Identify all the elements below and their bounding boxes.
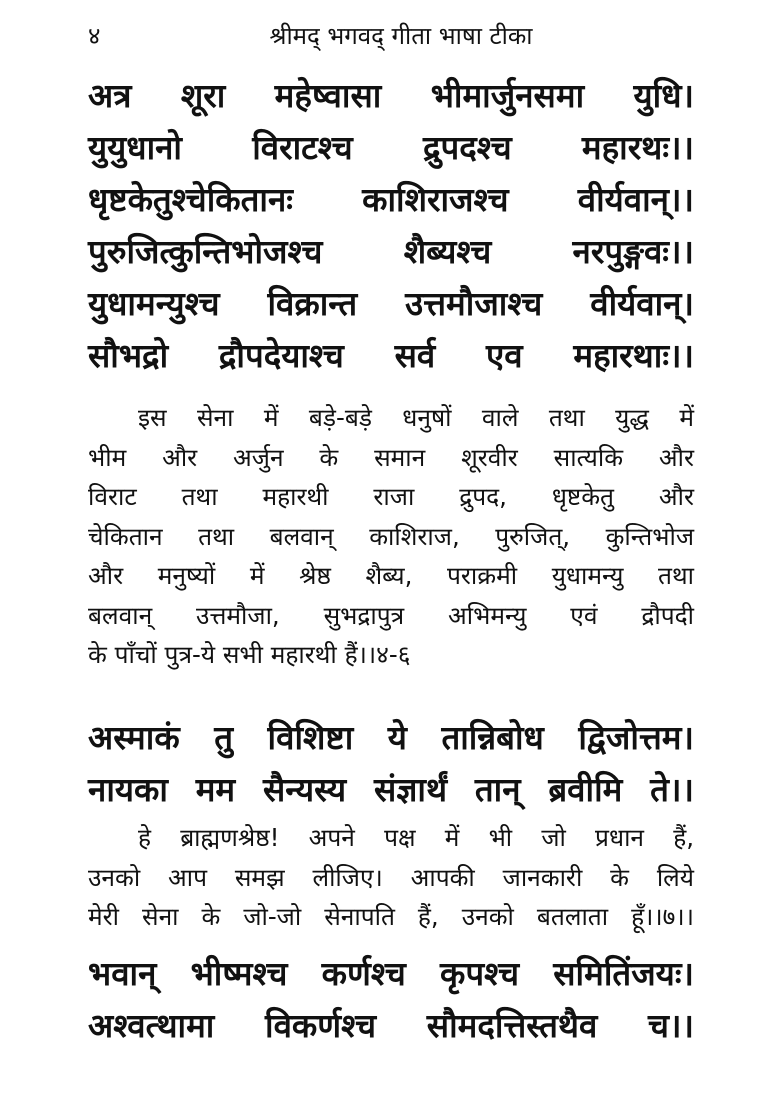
verse-line: सौभद्रो द्रौपदेयाश्च सर्व एव महारथाः।। xyxy=(88,336,694,375)
translation-line: चेकितान तथा बलवान् काशिराज, पुरुजित्, कुन्तिभोज xyxy=(88,521,694,551)
verse-line: युयुधानो विराटश्च द्रुपदश्च महारथः।। xyxy=(88,128,694,167)
translation-line: मेरी सेना के जो-जो सेनापति हैं, उनको बतलाता हूँ।।७।। xyxy=(88,902,694,931)
verse-line: नायका मम सैन्यस्य संज्ञार्थं तान् ब्रवीमि ते।। xyxy=(88,770,694,809)
sanskrit-verse-8 xyxy=(88,948,694,1052)
verse-line: युधामन्युश्च विक्रान्त उत्तमौजाश्च वीर्यवान्। xyxy=(88,284,694,323)
verse-line: पुरुजित्कुन्तिभोजश्च शैब्यश्च नरपुङ्गवः।। xyxy=(88,232,694,271)
translation-line: विराट तथा महारथी राजा द्रुपद, धृष्टकेतु और xyxy=(88,482,694,511)
sanskrit-verse-4-6 xyxy=(88,70,694,382)
hindi-translation-7 xyxy=(88,818,694,937)
verse-line: अश्वत्थामा विकर्णश्च सौमदत्तिस्तथैव च।। xyxy=(88,1006,694,1045)
verse-line: भवान् भीष्मश्च कर्णश्च कृपश्च समितिंजयः। xyxy=(88,954,694,993)
verse-line: अस्माकं तु विशिष्टा ये तान्निबोध द्विजोत्तम। xyxy=(88,718,694,757)
translation-line: बलवान् उत्तमौजा, सुभद्रापुत्र अभिमन्यु एवं द्रौपदी xyxy=(88,600,694,630)
translation-line: भीम और अर्जुन के समान शूरवीर सात्यकि और xyxy=(88,442,694,472)
running-title: श्रीमद् भगवद् गीता भाषा टीका xyxy=(269,21,533,50)
translation-line: के पाँचों पुत्र-ये सभी महारथी हैं।।४-६ xyxy=(88,640,411,669)
translation-line: उनको आप समझ लीजिए। आपकी जानकारी के लिये xyxy=(88,862,694,892)
page-number: ४ xyxy=(88,21,101,50)
translation-line: और मनुष्यों में श्रेष्ठ शैब्य, पराक्रमी युधामन्यु तथा xyxy=(88,561,694,590)
verse-line: अत्र शूरा महेष्वासा भीमार्जुनसमा युधि। xyxy=(88,76,694,115)
sanskrit-verse-7 xyxy=(88,712,694,816)
page-header xyxy=(88,14,694,56)
hindi-translation-4-6 xyxy=(88,398,694,675)
translation-line: हे ब्राह्मणश्रेष्ठ! अपने पक्ष में भी जो प्रधान हैं, xyxy=(138,823,694,852)
translation-line: इस सेना में बड़े-बड़े धनुषों वाले तथा युद्ध में xyxy=(138,403,694,432)
verse-line: धृष्टकेतुश्चेकितानः काशिराजश्च वीर्यवान्।। xyxy=(88,180,694,219)
